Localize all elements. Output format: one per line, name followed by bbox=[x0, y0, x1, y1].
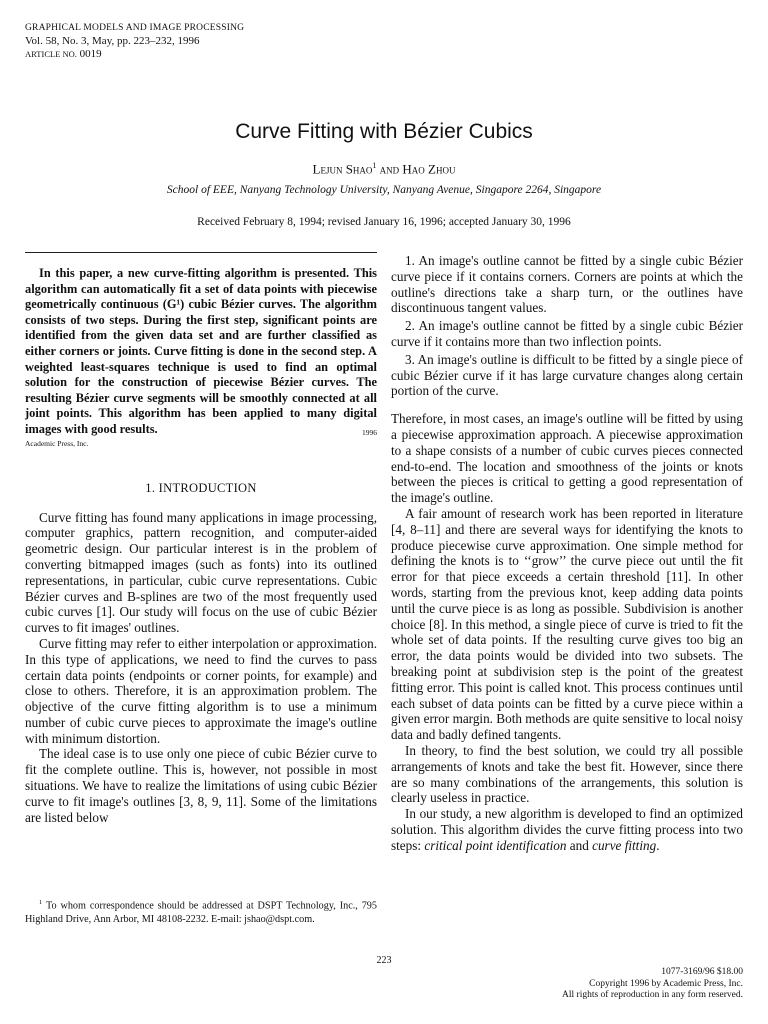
copyright-price: 1077-3169/96 $18.00 bbox=[661, 967, 743, 977]
copyright-rights: All rights of reproduction in any form reserved. bbox=[562, 990, 743, 1000]
intro-paragraph-3: The ideal case is to use only one piece of cubic Bézier curve to fit the complete outline. This is, however, not possible in most situations. We have to realize the limitations of using cubic Bézier curve to fit image's outlines [3, 8, 9, 11]. Some of the limitations are listed below bbox=[25, 746, 377, 825]
article-number bbox=[25, 48, 244, 61]
abstract-publisher: Academic Press, Inc. bbox=[25, 438, 89, 448]
body-paragraph-3: In theory, to find the best solution, we could try all possible arrangements of knots and take the best fit. However, since there are so many combinations of the arrangements, this solution is clearly useless in practice. bbox=[391, 742, 743, 806]
article-number-label: ARTICLE NO. bbox=[25, 49, 77, 59]
emphasis-curve-fitting: curve fitting bbox=[592, 837, 657, 853]
intro-paragraph-2: Curve fitting may refer to either interpolation or approximation. In this type of applications, we need to find the curves to pass certain data points (endpoints or corner points, for example) and close to others. Therefore, it is an approximation problem. The objective of the curve fitting algorithm is to use a minimum number of cubic curve pieces to approximate the image's outline with minimum distortion. bbox=[25, 635, 377, 746]
paper-title: Curve Fitting with Bézier Cubics bbox=[235, 120, 533, 143]
limitation-item-2: 2. An image's outline cannot be fitted by a single cubic Bézier curve if it contains more than two inflection points. bbox=[391, 318, 743, 349]
limitation-item-3: 3. An image's outline is difficult to be fitted by a single piece of cubic Bézier curve if it has large curvature changes along certain portion of the curve. bbox=[391, 351, 743, 399]
journal-volume: Vol. 58, No. 3, May, pp. 223–232, 1996 bbox=[25, 35, 200, 47]
right-column bbox=[391, 253, 743, 853]
left-column bbox=[25, 252, 377, 825]
page-number: 223 bbox=[376, 955, 392, 966]
emphasis-critical-point: critical point identification bbox=[424, 837, 567, 853]
article-number-value: 0019 bbox=[79, 48, 102, 60]
journal-header bbox=[25, 22, 244, 61]
author-1: Lejun Shao bbox=[312, 161, 373, 177]
received-dates: Received February 8, 1994; revised January 16, 1996; accepted January 30, 1996 bbox=[197, 216, 571, 228]
affiliation: School of EEE, Nanyang Technology University, Nanyang Avenue, Singapore 2264, Singapore bbox=[166, 184, 602, 196]
limitation-item-1: 1. An image's outline cannot be fitted by a single cubic Bézier curve piece if it contains corners. Corners are points at which the outline's directions take a sharp turn, or the outlines have discontinuous tangent values. bbox=[391, 253, 743, 316]
abstract bbox=[25, 266, 377, 438]
abstract-year: 1996 bbox=[362, 427, 377, 437]
section-heading: 1. INTRODUCTION bbox=[145, 480, 257, 495]
body-paragraph-4-end: . bbox=[656, 837, 660, 853]
footnote-mark: 1 bbox=[39, 899, 43, 906]
author-footnote-mark: 1 bbox=[372, 161, 377, 170]
abstract-rule bbox=[25, 252, 377, 253]
copyright-notice: Copyright 1996 by Academic Press, Inc. bbox=[589, 978, 743, 989]
list-spacer bbox=[391, 401, 743, 411]
intro-paragraph-1: Curve fitting has found many applications in image processing, computer graphics, pattern recognition, and computer-aided geometric design. Our particular interest is in the problem of converting bitmapped images (such as fonts) into its outlined representations, in particular, cubic curve representations. Cubic Bézier curves and B-splines are two of the most frequently used cubic curves [1]. Our study will focus on the use of cubic Bézier curves to fit images' outlines. bbox=[25, 509, 377, 636]
journal-name: GRAPHICAL MODELS AND IMAGE PROCESSING bbox=[25, 23, 245, 33]
author-conjunction: and bbox=[376, 161, 403, 177]
intro-text bbox=[25, 510, 377, 826]
copyright-block bbox=[562, 967, 743, 1002]
author-2: Hao Zhou bbox=[402, 161, 456, 177]
footnote-text: To whom correspondence should be addressed at DSPT Technology, Inc., 795 Highland Drive, Ann Arbor, MI 48108-2232. E-mail: jshao@dspt.com. bbox=[25, 900, 377, 925]
body-paragraph-4-start: In our study, a new algorithm is developed to find an optimized solution. This algorithm divides the curve fitting process into two steps: bbox=[391, 806, 743, 853]
footnote bbox=[25, 896, 377, 926]
body-paragraph-4 bbox=[391, 806, 743, 853]
body-paragraph-1: Therefore, in most cases, an image's outline will be fitted by using a piecewise approximation approach. A piecewise approximation to a shape consists of a number of cubic curves pieces connected end-to-end. The location and smoothness of the joints or knots between the pieces is critical to getting a good representation of the image's outline. bbox=[391, 411, 743, 506]
body-paragraph-2: A fair amount of research work has been reported in literature [4, 8–11] and there are several ways for identifying the knots to produce piecewise curve approximation. One simple method for defining the knots is to ‘‘grow’’ the curve piece out until the fit error for that piece exceeds a certain threshold [11]. In other words, starting from the previous knot, keep adding data points until the curve piece is as long as possible. Subdivision is another choice [8]. In this method, a single piece of curve is tried to fit the whole set of data points. If the resulting curve gives too big an error, the data points would be divided into two subsets. The breaking point at subdivision step is the point of the greatest fitting error. This point is called knot. This process continues until each subset of data points can be fitted by a curve piece within a given error margin. Both methods are quite sensitive to local noisy data and badly defined tangents. bbox=[391, 505, 743, 743]
body-paragraph-4-middle: and bbox=[566, 837, 593, 853]
author-line bbox=[0, 161, 768, 177]
abstract-text: In this paper, a new curve-fitting algorithm is presented. This algorithm can automatically fit a set of data points with piecewise geometrically continuous (G¹) cubic Bézier curves. The algorithm consists of two steps. During the first step, significant points are identified from the given data set and are further classified as either corners or joints. Curve fitting is done in the second step. A weighted least-squares technique is used to find an optimal solution for the construction of piecewise Bézier curves. The resulting Bézier curve segments will be smoothly connected at all joint points. This algorithm has been applied to many digital images with good results. bbox=[25, 266, 377, 436]
